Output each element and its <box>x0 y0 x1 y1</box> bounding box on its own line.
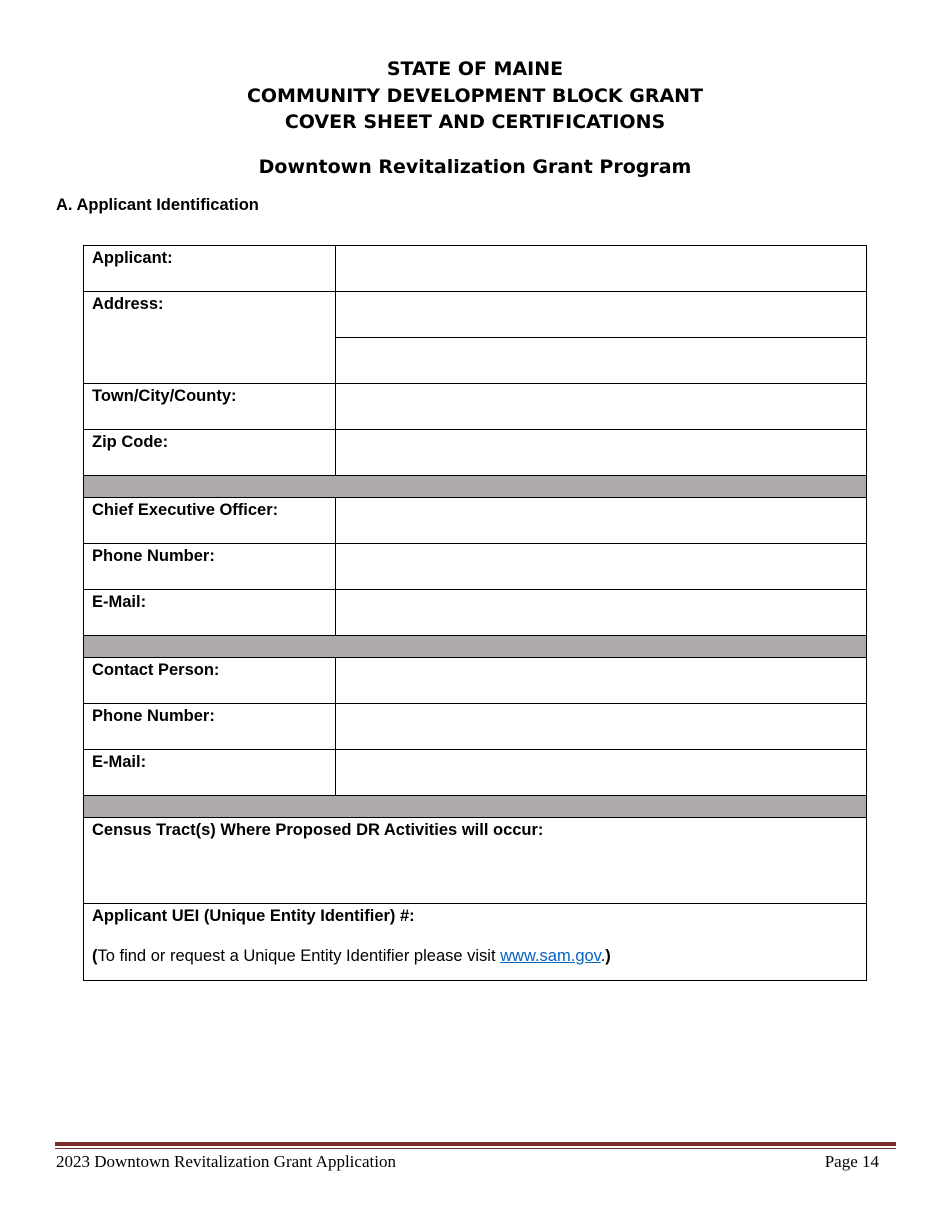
table-row <box>84 818 867 904</box>
contact-email-label: E-Mail: <box>92 753 147 771</box>
separator-cell <box>84 476 867 498</box>
table-row <box>84 246 867 292</box>
census-label: Census Tract(s) Where Proposed DR Activities will occur: <box>92 821 544 839</box>
contact-label-cell <box>84 658 336 704</box>
section-heading: A. Applicant Identification <box>56 196 259 214</box>
address-line-1-field[interactable] <box>336 292 867 338</box>
zip-field[interactable] <box>336 430 867 476</box>
footer-divider <box>55 1142 896 1146</box>
table-row <box>84 704 867 750</box>
applicant-identification-table <box>83 245 867 981</box>
uei-note-close-paren: ) <box>605 947 611 965</box>
ceo-phone-field[interactable] <box>336 544 867 590</box>
ceo-label-cell <box>84 498 336 544</box>
table-row <box>84 430 867 476</box>
applicant-field[interactable] <box>336 246 867 292</box>
table-row <box>84 904 867 981</box>
zip-label: Zip Code: <box>92 433 169 451</box>
header-grant: COMMUNITY DEVELOPMENT BLOCK GRANT <box>246 84 704 107</box>
separator-row <box>84 636 867 658</box>
separator-cell <box>84 636 867 658</box>
uei-note-text: To find or request a Unique Entity Identifier please visit <box>97 947 501 965</box>
uei-label: Applicant UEI (Unique Entity Identifier) #: <box>92 907 415 925</box>
address-line-2-field[interactable] <box>336 338 867 384</box>
footer-page-number: Page 14 <box>824 1152 879 1171</box>
town-field[interactable] <box>336 384 867 430</box>
uei-note-open-paren: ( <box>92 947 98 965</box>
table-row <box>84 544 867 590</box>
footer-divider-thin <box>55 1148 896 1149</box>
header-cover-sheet: COVER SHEET AND CERTIFICATIONS <box>284 111 666 133</box>
contact-email-field[interactable] <box>336 750 867 796</box>
applicant-label: Applicant: <box>92 249 173 267</box>
contact-phone-field[interactable] <box>336 704 867 750</box>
table-row <box>84 750 867 796</box>
separator-cell <box>84 796 867 818</box>
table-row <box>84 590 867 636</box>
uei-note-period: . <box>600 947 606 965</box>
ceo-email-label: E-Mail: <box>92 593 147 611</box>
address-label: Address: <box>92 295 164 313</box>
contact-phone-label: Phone Number: <box>92 707 215 725</box>
separator-row <box>84 796 867 818</box>
ceo-email-field[interactable] <box>336 590 867 636</box>
header-state: STATE OF MAINE <box>386 58 564 80</box>
census-field[interactable] <box>84 818 867 904</box>
contact-field[interactable] <box>336 658 867 704</box>
contact-email-label-cell <box>84 750 336 796</box>
address-label-cell <box>84 292 336 384</box>
ceo-label: Chief Executive Officer: <box>92 501 279 519</box>
ceo-phone-label-cell <box>84 544 336 590</box>
table-row <box>84 658 867 704</box>
contact-phone-label-cell <box>84 704 336 750</box>
program-title: Downtown Revitalization Grant Program <box>258 156 692 178</box>
town-label-cell <box>84 384 336 430</box>
zip-label-cell <box>84 430 336 476</box>
ceo-phone-label: Phone Number: <box>92 547 215 565</box>
sam-gov-link[interactable]: www.sam.gov <box>500 947 601 965</box>
town-label: Town/City/County: <box>92 387 237 405</box>
applicant-label-cell <box>84 246 336 292</box>
contact-label: Contact Person: <box>92 661 220 679</box>
separator-row <box>84 476 867 498</box>
footer-document-title: 2023 Downtown Revitalization Grant Application <box>56 1152 396 1171</box>
uei-note <box>84 926 866 966</box>
ceo-email-label-cell <box>84 590 336 636</box>
table-row <box>84 384 867 430</box>
document-header <box>0 56 950 136</box>
ceo-field[interactable] <box>336 498 867 544</box>
table-row <box>84 292 867 338</box>
uei-field[interactable] <box>84 904 867 981</box>
table-row <box>84 498 867 544</box>
